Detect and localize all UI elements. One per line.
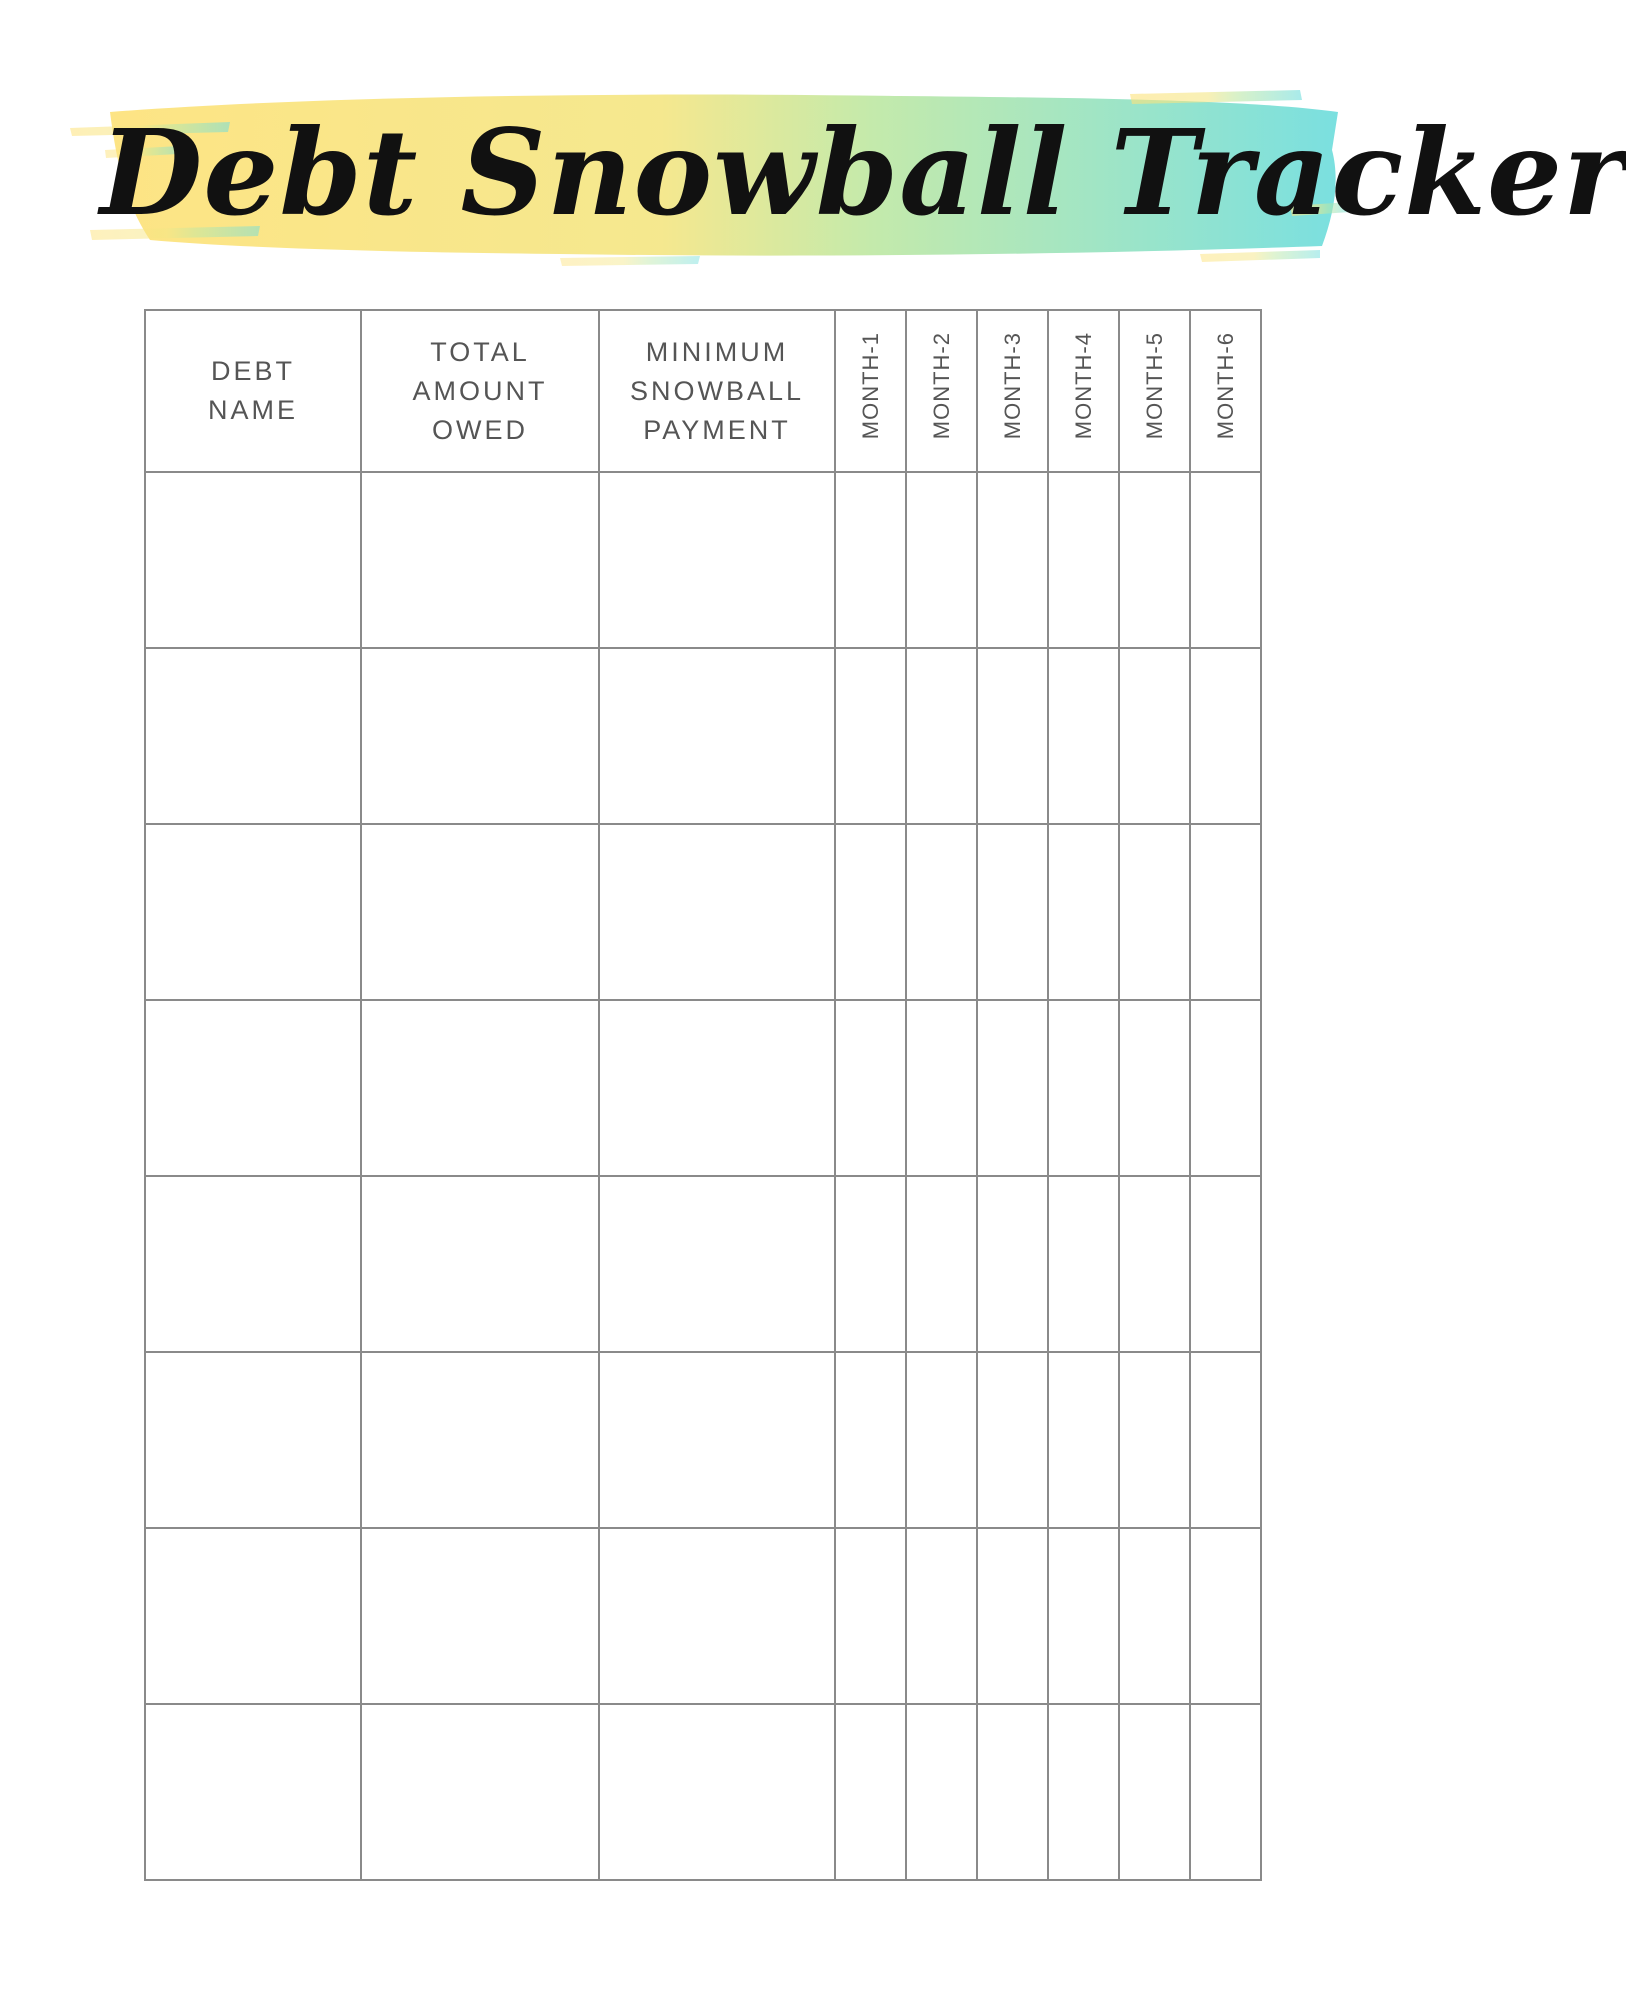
cell-month-2[interactable] xyxy=(906,472,977,648)
cell-month-5[interactable] xyxy=(1119,1176,1190,1352)
cell-debt-name[interactable] xyxy=(145,1352,361,1528)
cell-month-2[interactable] xyxy=(906,1176,977,1352)
cell-month-3[interactable] xyxy=(977,1704,1048,1880)
cell-debt-name[interactable] xyxy=(145,1704,361,1880)
cell-total-amount-owed[interactable] xyxy=(361,1352,599,1528)
cell-minimum-snowball-payment[interactable] xyxy=(599,1352,835,1528)
cell-month-6[interactable] xyxy=(1190,1176,1261,1352)
month-label: MONTH-4 xyxy=(1070,331,1096,440)
cell-total-amount-owed[interactable] xyxy=(361,1704,599,1880)
table-row xyxy=(145,824,1261,1000)
header-month-5 xyxy=(1119,310,1190,472)
cell-month-3[interactable] xyxy=(977,1352,1048,1528)
cell-month-1[interactable] xyxy=(835,1704,906,1880)
cell-month-6[interactable] xyxy=(1190,1000,1261,1176)
cell-month-1[interactable] xyxy=(835,1000,906,1176)
cell-debt-name[interactable] xyxy=(145,1528,361,1704)
header-row xyxy=(145,310,1261,472)
cell-month-1[interactable] xyxy=(835,1176,906,1352)
cell-month-1[interactable] xyxy=(835,824,906,1000)
cell-month-6[interactable] xyxy=(1190,472,1261,648)
cell-month-2[interactable] xyxy=(906,824,977,1000)
cell-month-3[interactable] xyxy=(977,824,1048,1000)
header-month-1 xyxy=(835,310,906,472)
cell-debt-name[interactable] xyxy=(145,1176,361,1352)
cell-month-5[interactable] xyxy=(1119,648,1190,824)
cell-month-6[interactable] xyxy=(1190,1352,1261,1528)
cell-month-6[interactable] xyxy=(1190,1704,1261,1880)
cell-month-6[interactable] xyxy=(1190,1528,1261,1704)
cell-month-4[interactable] xyxy=(1048,1000,1119,1176)
month-label: MONTH-5 xyxy=(1141,331,1167,440)
header-text-line: SNOWBALL xyxy=(629,375,805,406)
cell-month-2[interactable] xyxy=(906,1000,977,1176)
cell-month-4[interactable] xyxy=(1048,1528,1119,1704)
cell-month-3[interactable] xyxy=(977,472,1048,648)
cell-minimum-snowball-payment[interactable] xyxy=(599,1704,835,1880)
cell-month-2[interactable] xyxy=(906,1528,977,1704)
header-minimum-snowball-payment xyxy=(599,310,835,472)
cell-month-1[interactable] xyxy=(835,1352,906,1528)
header-text-line: DEBT xyxy=(210,356,295,386)
cell-month-5[interactable] xyxy=(1119,824,1190,1000)
cell-month-1[interactable] xyxy=(835,648,906,824)
header-month-3 xyxy=(977,310,1048,472)
cell-month-5[interactable] xyxy=(1119,1704,1190,1880)
cell-total-amount-owed[interactable] xyxy=(361,472,599,648)
header-text-line: TOTAL xyxy=(430,336,530,367)
cell-minimum-snowball-payment[interactable] xyxy=(599,824,835,1000)
header-debt-name xyxy=(145,310,361,472)
table-row xyxy=(145,1528,1261,1704)
table-row xyxy=(145,648,1261,824)
cell-month-3[interactable] xyxy=(977,1528,1048,1704)
cell-minimum-snowball-payment[interactable] xyxy=(599,1176,835,1352)
cell-month-2[interactable] xyxy=(906,1352,977,1528)
cell-debt-name[interactable] xyxy=(145,472,361,648)
cell-month-3[interactable] xyxy=(977,1176,1048,1352)
cell-month-2[interactable] xyxy=(906,1704,977,1880)
cell-minimum-snowball-payment[interactable] xyxy=(599,1000,835,1176)
cell-total-amount-owed[interactable] xyxy=(361,1176,599,1352)
table-row xyxy=(145,1352,1261,1528)
table-row xyxy=(145,1704,1261,1880)
table-row xyxy=(145,1176,1261,1352)
cell-debt-name[interactable] xyxy=(145,824,361,1000)
cell-month-3[interactable] xyxy=(977,1000,1048,1176)
header-text-line: NAME xyxy=(207,395,298,425)
cell-month-5[interactable] xyxy=(1119,1000,1190,1176)
title-banner xyxy=(0,0,1626,300)
header-month-4 xyxy=(1048,310,1119,472)
cell-month-4[interactable] xyxy=(1048,1352,1119,1528)
month-label: MONTH-2 xyxy=(928,331,954,440)
cell-total-amount-owed[interactable] xyxy=(361,648,599,824)
header-text-line: MINIMUM xyxy=(645,336,789,367)
cell-total-amount-owed[interactable] xyxy=(361,1000,599,1176)
header-text-line: AMOUNT xyxy=(412,375,548,406)
cell-month-4[interactable] xyxy=(1048,472,1119,648)
cell-debt-name[interactable] xyxy=(145,1000,361,1176)
cell-month-1[interactable] xyxy=(835,1528,906,1704)
header-month-2 xyxy=(906,310,977,472)
cell-month-4[interactable] xyxy=(1048,648,1119,824)
table-row xyxy=(145,1000,1261,1176)
header-text-line: OWED xyxy=(432,414,528,445)
tracker-body xyxy=(145,472,1261,1880)
cell-month-6[interactable] xyxy=(1190,824,1261,1000)
cell-month-5[interactable] xyxy=(1119,472,1190,648)
table-row xyxy=(145,472,1261,648)
cell-minimum-snowball-payment[interactable] xyxy=(599,1528,835,1704)
cell-month-4[interactable] xyxy=(1048,1704,1119,1880)
header-month-6 xyxy=(1190,310,1261,472)
cell-total-amount-owed[interactable] xyxy=(361,824,599,1000)
cell-month-1[interactable] xyxy=(835,472,906,648)
cell-month-4[interactable] xyxy=(1048,1176,1119,1352)
cell-month-4[interactable] xyxy=(1048,824,1119,1000)
header-total-amount-owed xyxy=(361,310,599,472)
month-label: MONTH-1 xyxy=(857,331,883,440)
month-label: MONTH-6 xyxy=(1212,331,1238,440)
cell-month-3[interactable] xyxy=(977,648,1048,824)
cell-debt-name[interactable] xyxy=(145,648,361,824)
cell-total-amount-owed[interactable] xyxy=(361,1528,599,1704)
cell-month-5[interactable] xyxy=(1119,1352,1190,1528)
header-text-line: PAYMENT xyxy=(643,414,791,445)
debt-tracker-table xyxy=(144,309,1262,1881)
page-title: Debt Snowball Tracker xyxy=(100,103,1626,242)
cell-month-5[interactable] xyxy=(1119,1528,1190,1704)
cell-month-6[interactable] xyxy=(1190,648,1261,824)
cell-minimum-snowball-payment[interactable] xyxy=(599,472,835,648)
cell-minimum-snowball-payment[interactable] xyxy=(599,648,835,824)
month-label: MONTH-3 xyxy=(999,331,1025,440)
cell-month-2[interactable] xyxy=(906,648,977,824)
